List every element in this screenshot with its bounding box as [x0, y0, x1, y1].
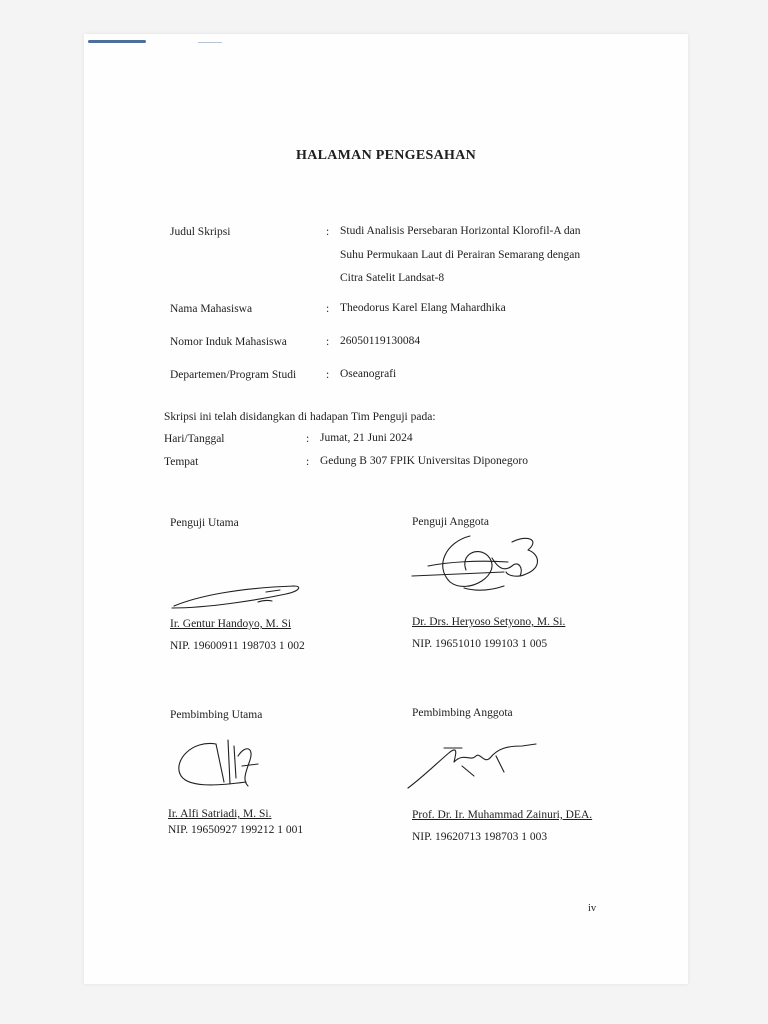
- signatory-name-penguji-anggota: Dr. Drs. Heryoso Setyono, M. Si.: [412, 616, 566, 628]
- field-colon: :: [326, 226, 330, 238]
- signature-penguji-utama: [168, 578, 308, 614]
- signatory-role-penguji-utama: Penguji Utama: [170, 517, 239, 529]
- signatory-name-penguji-utama: Ir. Gentur Handoyo, M. Si: [170, 618, 292, 630]
- signature-penguji-anggota: [408, 532, 558, 602]
- judul-line-3: Citra Satelit Landsat-8: [340, 272, 445, 284]
- field-value-departemen: Oseanografi: [340, 368, 397, 380]
- signatory-nip-penguji-anggota: NIP. 19651010 199103 1 005: [412, 638, 548, 650]
- signatory-role-pembimbing-utama: Pembimbing Utama: [170, 709, 263, 721]
- exam-date-value: Jumat, 21 Juni 2024: [320, 432, 413, 444]
- scan-artifact-line: [198, 42, 222, 43]
- field-colon: :: [326, 303, 330, 315]
- page-number: iv: [588, 903, 597, 914]
- field-colon: :: [306, 433, 310, 445]
- document-page: [84, 34, 688, 984]
- field-value-nama: Theodorus Karel Elang Mahardhika: [340, 302, 506, 314]
- signature-pembimbing-utama: [172, 726, 272, 796]
- signatory-nip-pembimbing-utama: NIP. 19650927 199212 1 001: [168, 824, 304, 836]
- exam-place-value: Gedung B 307 FPIK Universitas Diponegoro: [320, 455, 528, 467]
- exam-place-label: Tempat: [164, 456, 199, 468]
- scan-artifact-line: [88, 40, 146, 43]
- judul-line-1: Studi Analisis Persebaran Horizontal Klorofil-A dan: [340, 225, 581, 237]
- field-colon: :: [326, 369, 330, 381]
- signatory-role-pembimbing-anggota: Pembimbing Anggota: [412, 707, 513, 719]
- signatory-name-pembimbing-utama: Ir. Alfi Satriadi, M. Si.: [168, 808, 272, 820]
- exam-date-label: Hari/Tanggal: [164, 433, 225, 445]
- signatory-nip-pembimbing-anggota: NIP. 19620713 198703 1 003: [412, 831, 548, 843]
- judul-line-2: Suhu Permukaan Laut di Perairan Semarang dengan: [340, 248, 581, 261]
- signature-pembimbing-anggota: [404, 738, 544, 794]
- field-label-nim: Nomor Induk Mahasiswa: [170, 336, 287, 348]
- field-label-judul: Judul Skripsi: [170, 226, 231, 238]
- page-title: HALAMAN PENGESAHAN: [296, 148, 477, 163]
- field-label-nama: Nama Mahasiswa: [170, 303, 253, 315]
- signatory-nip-penguji-utama: NIP. 19600911 198703 1 002: [170, 640, 305, 652]
- field-value-judul: [340, 220, 590, 291]
- signatory-role-penguji-anggota: Penguji Anggota: [412, 516, 489, 528]
- signatory-name-pembimbing-anggota: Prof. Dr. Ir. Muhammad Zainuri, DEA.: [412, 809, 593, 821]
- field-colon: :: [306, 456, 310, 468]
- field-colon: :: [326, 336, 330, 348]
- exam-intro: Skripsi ini telah disidangkan di hadapan Tim Penguji pada:: [164, 411, 436, 423]
- field-label-departemen: Departemen/Program Studi: [170, 369, 297, 381]
- field-value-nim: 26050119130084: [340, 335, 421, 347]
